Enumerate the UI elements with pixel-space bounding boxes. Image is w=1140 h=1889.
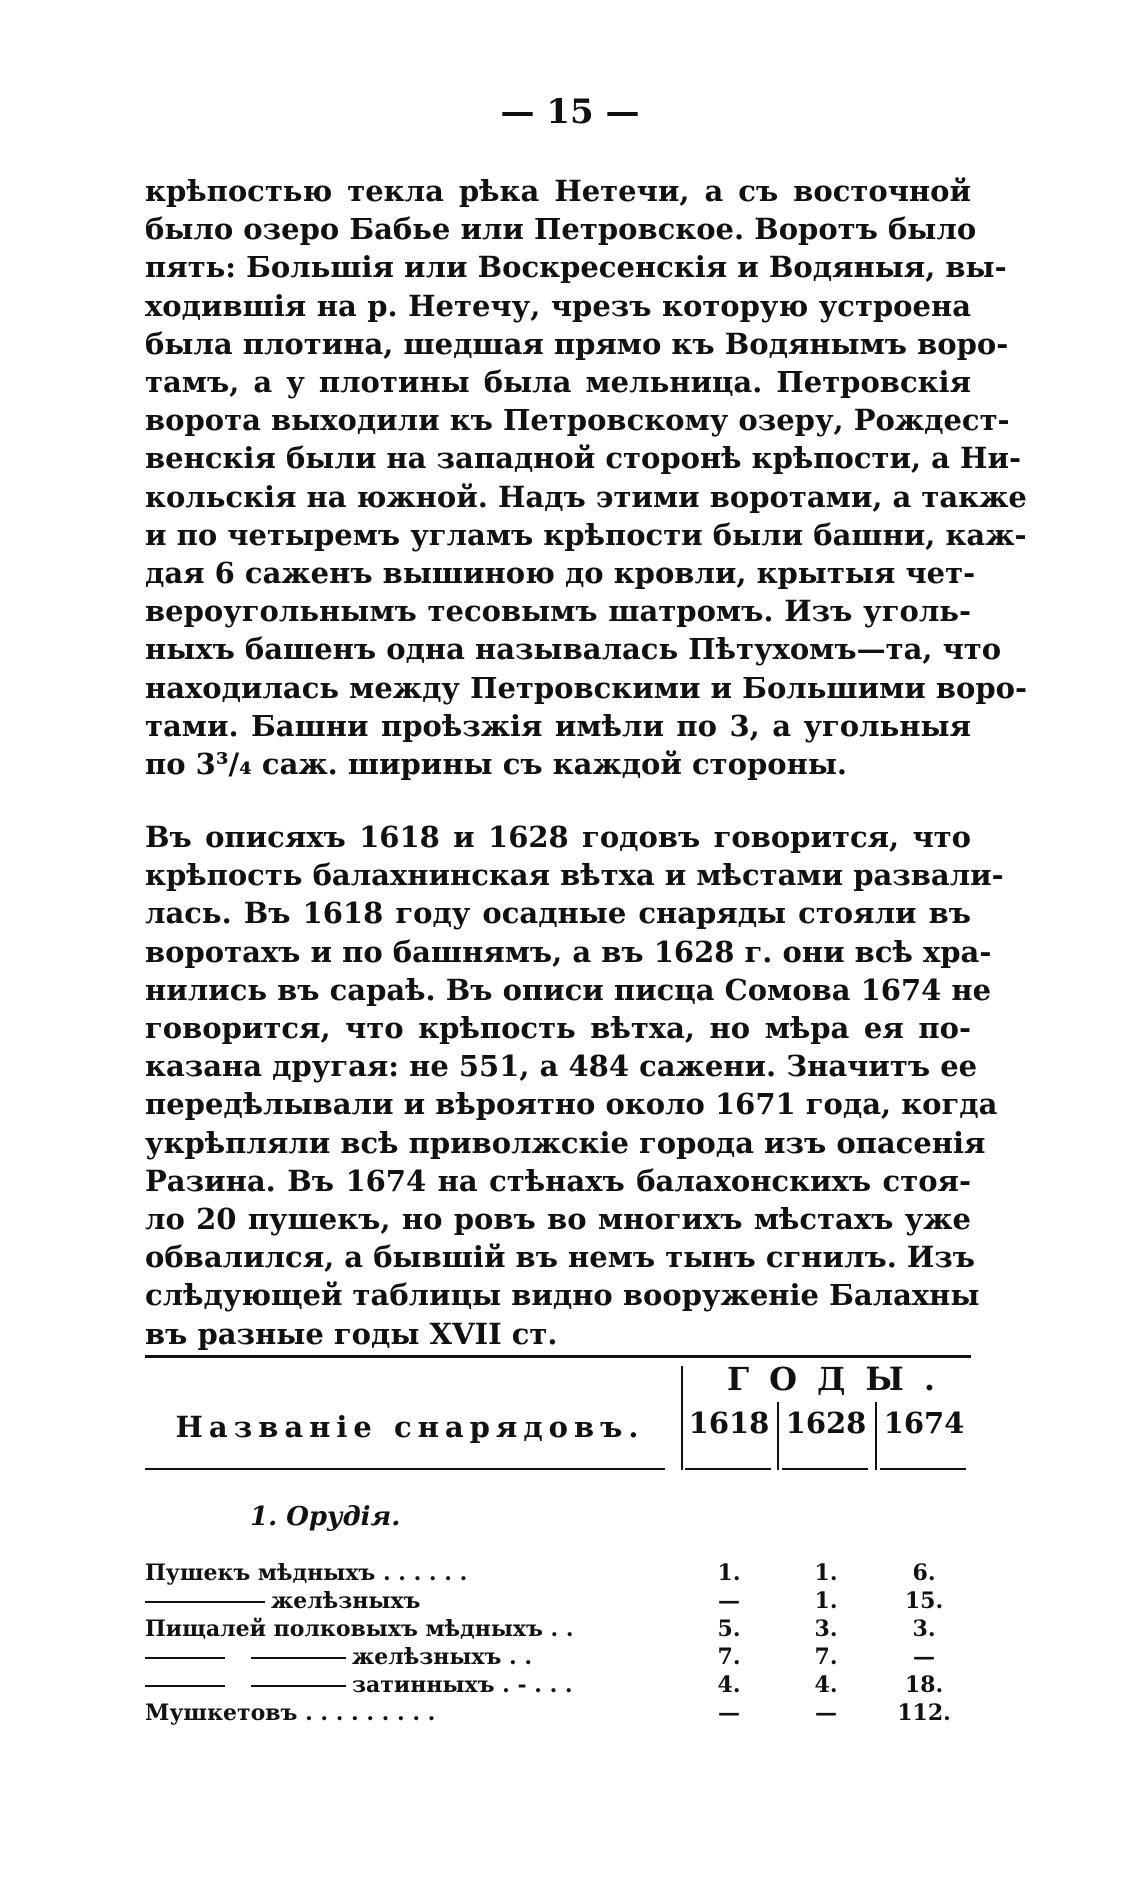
row-value: 6. — [912, 1560, 936, 1586]
row-label-wrap — [145, 1588, 660, 1614]
text-line: тамъ, а у плотины была мельница. Петровскія — [145, 365, 971, 400]
column-divider — [875, 1402, 877, 1470]
text-line: Разина. Въ 1674 на стѣнахъ балахонскихъ стоя- — [145, 1163, 971, 1198]
text-line: пять: Большія или Воскресенскія и Водяныя, вы- — [145, 250, 1007, 285]
row-value: — — [815, 1700, 837, 1726]
column-divider — [681, 1366, 683, 1470]
page-number: — 15 — — [500, 92, 640, 132]
ditto-dash — [145, 1685, 225, 1687]
header-rule — [145, 1468, 665, 1470]
table-row — [145, 1672, 971, 1700]
year-header-1618: 1618 — [688, 1406, 770, 1440]
row-value: 5. — [717, 1616, 741, 1642]
text-line: нились въ сараѣ. Въ описи писца Сомова 1674 не — [145, 972, 992, 1007]
ditto-dash — [251, 1657, 346, 1659]
years-header-group — [681, 1358, 971, 1478]
column-divider — [777, 1402, 779, 1470]
text-line: кольскія на южной. Надъ этими воротами, а также — [145, 479, 1027, 514]
row-value: 112. — [897, 1700, 951, 1726]
header-rule — [685, 1468, 771, 1470]
text-line: лась. Въ 1618 году осадные снаряды стояли въ — [145, 896, 971, 931]
year-header-1674: 1674 — [883, 1406, 965, 1440]
text-line: воротахъ и по башнямъ, а въ 1628 г. они всѣ хра- — [145, 934, 992, 969]
row-label: Пищалей полковыхъ мѣдныхъ . . — [145, 1616, 574, 1642]
text-line: по 3³/₄ саж. ширины съ каждой стороны. — [145, 747, 847, 782]
text-line: ныхъ башенъ одна называлась Пѣтухомъ—та, что — [145, 632, 1002, 667]
ditto-dash — [145, 1657, 225, 1659]
text-line: казана другая: не 551, а 484 сажени. Значитъ ее — [145, 1049, 978, 1084]
header-rule — [880, 1468, 966, 1470]
text-line: ворота выходили къ Петровскому озеру, Рождест- — [145, 403, 1010, 438]
text-line: крѣпость балахнинская вѣтха и мѣстами развали- — [145, 858, 1004, 893]
row-value: 1. — [717, 1560, 741, 1586]
text-line: крѣпостью текла рѣка Нетечи, а съ восточной — [145, 174, 971, 208]
row-value: 1. — [814, 1560, 838, 1586]
row-value: 3. — [912, 1616, 936, 1642]
row-label: желѣзныхъ — [271, 1588, 421, 1614]
table-row — [145, 1616, 971, 1644]
table-row — [145, 1700, 971, 1728]
text-line: венскія были на западной сторонѣ крѣпости, а Ни- — [145, 441, 1022, 476]
year-header-1628: 1628 — [785, 1406, 867, 1440]
text-line: была плотина, шедшая прямо къ Водянымъ воро- — [145, 326, 1009, 361]
text-line: дая 6 саженъ вышиною до кровли, крытыя чет- — [145, 556, 976, 591]
row-value: — — [718, 1700, 740, 1726]
row-value: 15. — [904, 1588, 944, 1614]
text-line: говорится, что крѣпость вѣтха, но мѣра ея по- — [145, 1011, 971, 1046]
text-line: ходившія на р. Нетечу, чрезъ которую устроена — [145, 288, 971, 323]
section-title: 1. Орудія. — [250, 1502, 401, 1532]
row-label: Пушекъ мѣдныхъ . . . . . . — [145, 1560, 468, 1586]
armament-table — [145, 1355, 971, 1728]
text-line: вероугольнымъ тесовымъ шатромъ. Изъ уголь- — [145, 594, 971, 629]
row-value: 4. — [717, 1672, 741, 1698]
text-line: обвалился, а бывшій въ немъ тынъ сгнилъ. Изъ — [145, 1240, 976, 1275]
row-value: 7. — [814, 1644, 838, 1670]
table-row — [145, 1560, 971, 1588]
text-line: Въ описяхъ 1618 и 1628 годовъ говорится, что — [145, 820, 971, 854]
text-line: тами. Башни проѣзжія имѣли по 3, а угольныя — [145, 708, 971, 743]
row-value: — — [718, 1588, 740, 1614]
text-line: слѣдующей таблицы видно вооруженіе Балахны — [145, 1278, 980, 1313]
row-label-wrap — [145, 1672, 660, 1698]
row-value: 3. — [814, 1616, 838, 1642]
ditto-dash — [251, 1685, 346, 1687]
text-line: и по четыремъ угламъ крѣпости были башни, каж- — [145, 517, 1027, 552]
row-value: — — [913, 1644, 935, 1670]
table-row — [145, 1644, 971, 1672]
row-value: 7. — [717, 1644, 741, 1670]
column-header-name: Названіе снарядовъ. — [175, 1410, 645, 1444]
ditto-dash — [145, 1601, 265, 1603]
text-line: ло 20 пушекъ, но ровъ во многихъ мѣстахъ уже — [145, 1202, 971, 1237]
text-line: въ разные годы XVII ст. — [145, 1316, 558, 1351]
text-line: находилась между Петровскими и Большими воро- — [145, 670, 1028, 705]
row-label: желѣзныхъ . . — [352, 1644, 533, 1670]
paragraph-2 — [145, 818, 1004, 1353]
text-line: передѣлывали и вѣроятно около 1671 года, когда — [145, 1087, 998, 1122]
row-label-wrap — [145, 1644, 660, 1670]
table-row — [145, 1588, 971, 1616]
header-rule — [782, 1468, 868, 1470]
row-label: затинныхъ . - . . . — [352, 1672, 573, 1698]
row-value: 18. — [904, 1672, 944, 1698]
table-header — [145, 1358, 971, 1478]
row-value: 4. — [814, 1672, 838, 1698]
row-label: Мушкетовъ . . . . . . . . . — [145, 1700, 436, 1726]
text-line: было озеро Бабье или Петровское. Воротъ было — [145, 212, 977, 247]
row-value: 1. — [814, 1588, 838, 1614]
paragraph-1 — [145, 172, 1028, 783]
years-label: ГОДЫ. — [726, 1360, 955, 1398]
text-line: укрѣпляли всѣ приволжскіе города изъ опасенія — [145, 1125, 986, 1160]
